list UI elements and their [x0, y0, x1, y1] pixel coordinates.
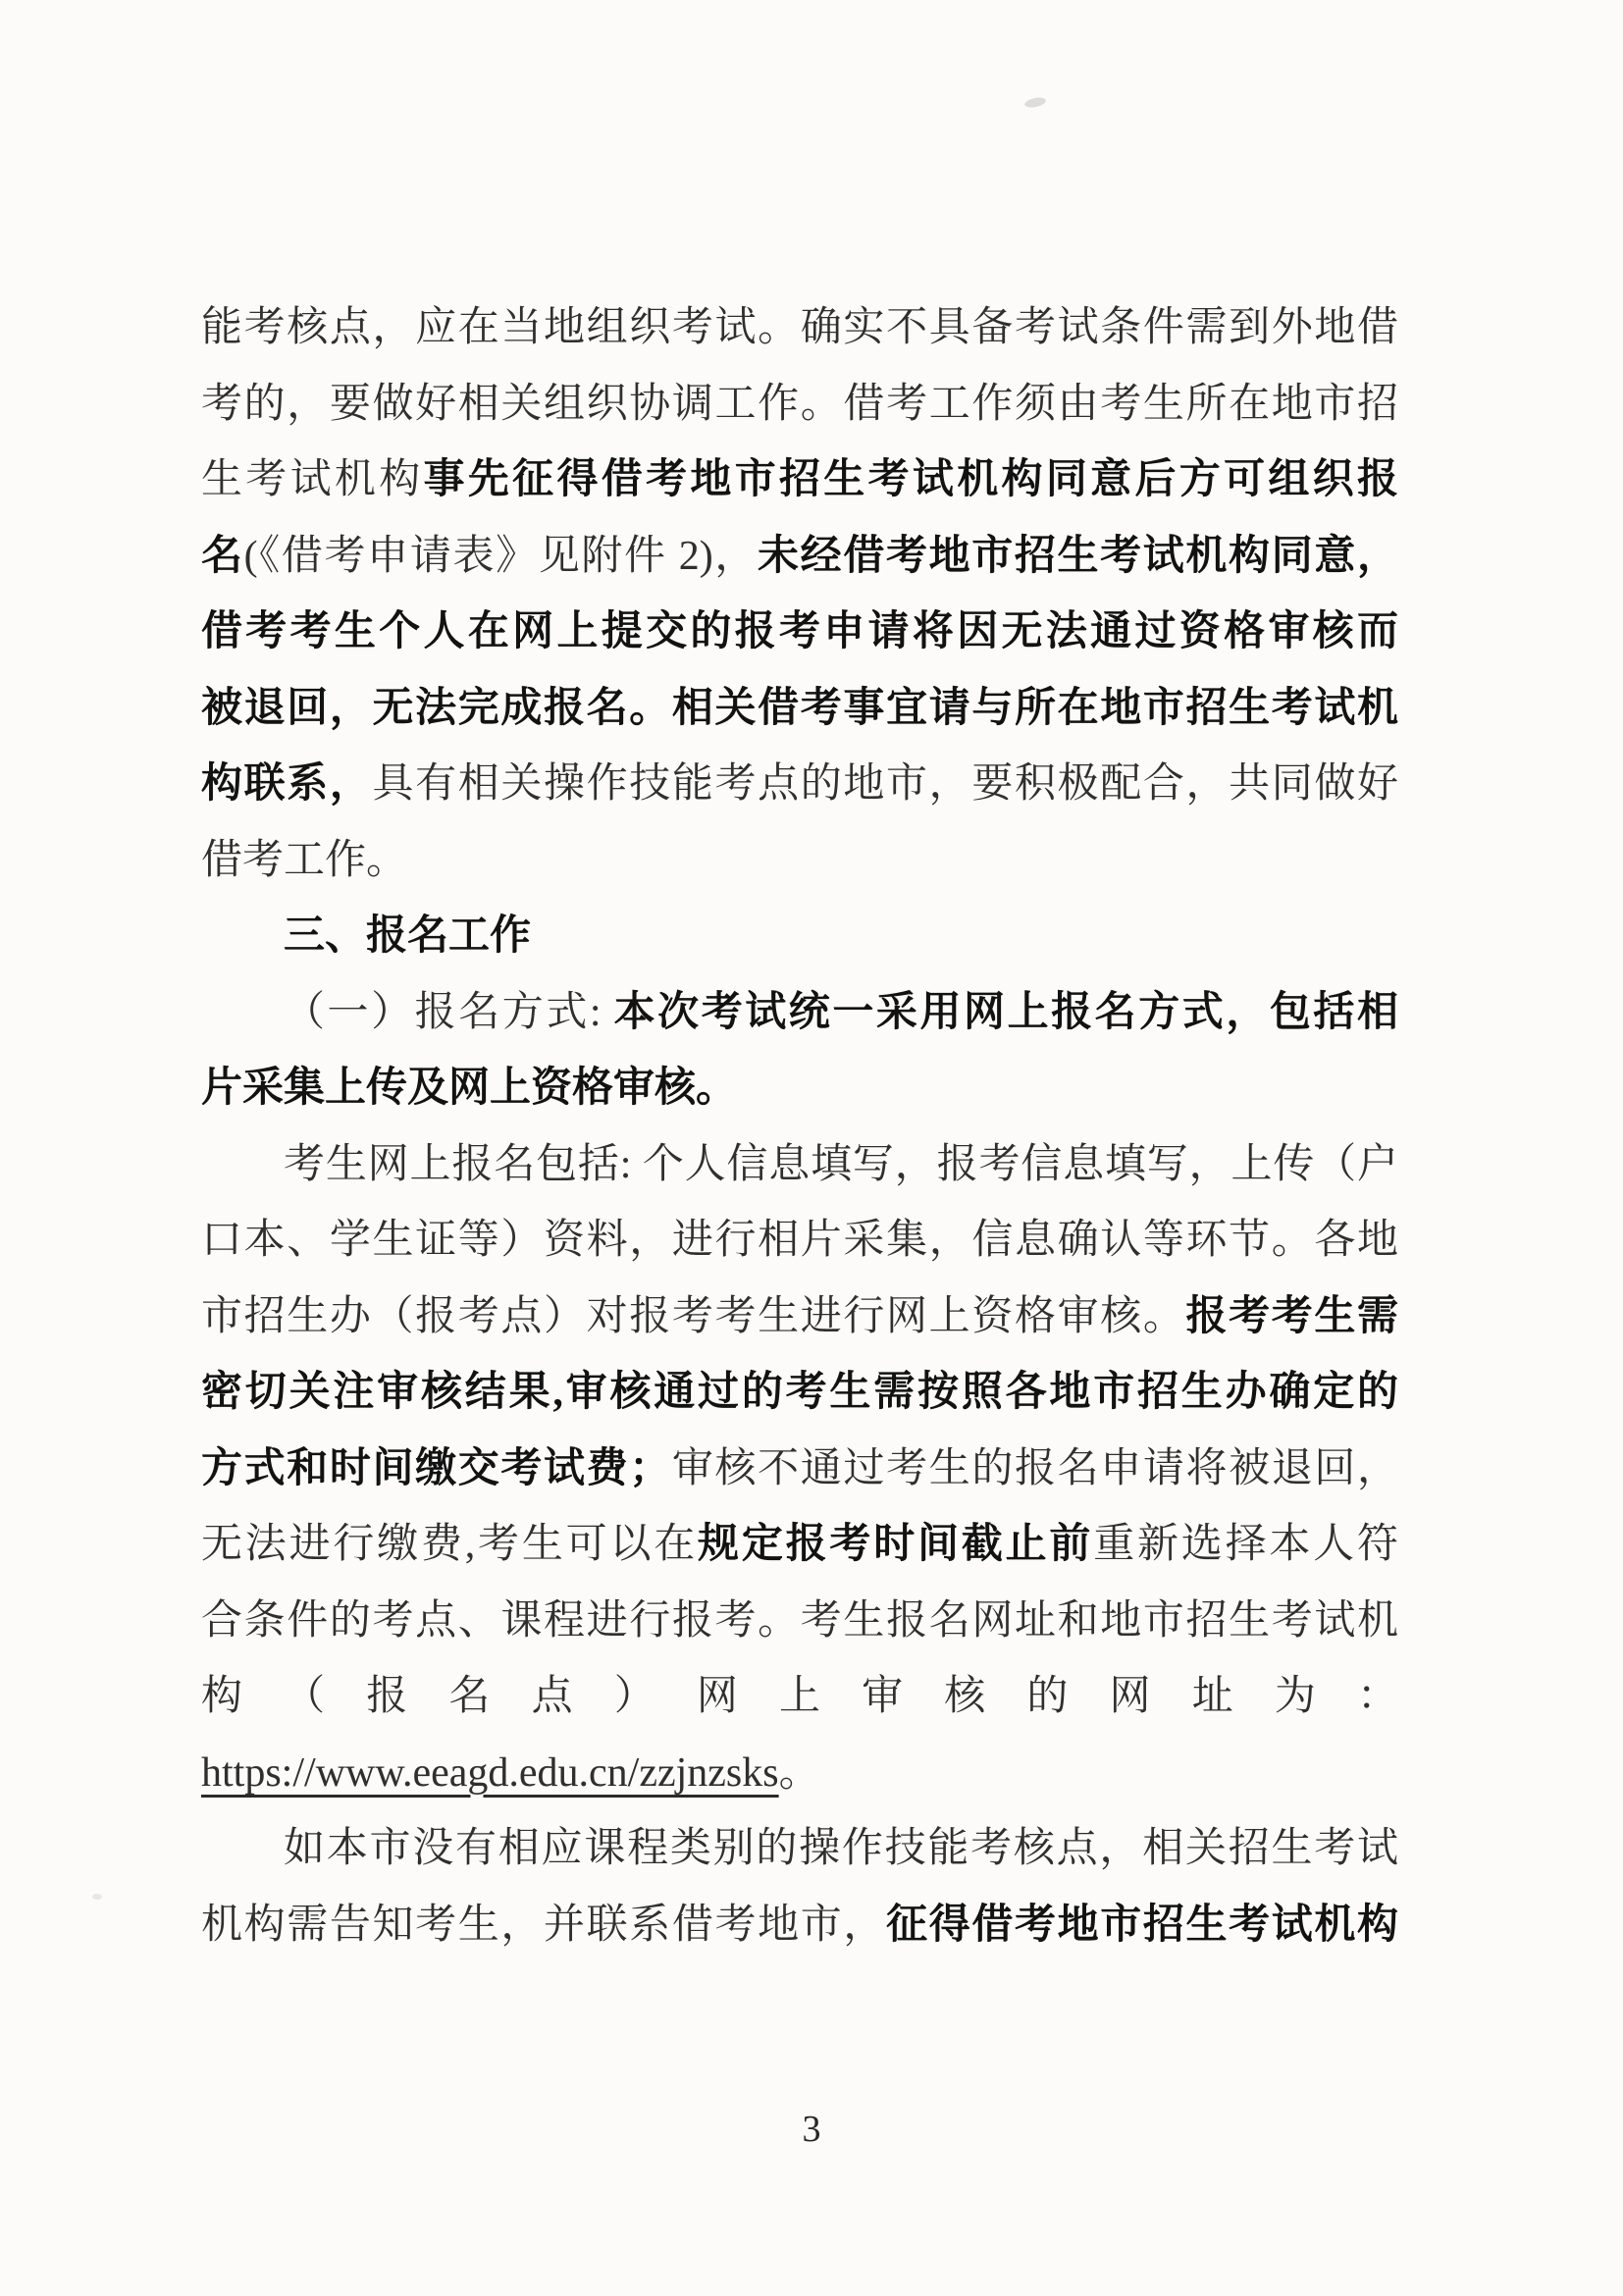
text-segment: 考生网上报名包括: 个人信息填写，报考信息填写，上传（户 [284, 1141, 1398, 1187]
text-segment: 无法进行缴费,考生可以在 [201, 1522, 699, 1567]
text-segment: 规定报考时间截止前 [698, 1522, 1094, 1567]
text-segment: 报考考生需 [1185, 1293, 1398, 1339]
text-segment: 机构需告知考生，并联系借考地市， [201, 1902, 887, 1948]
text-segment: 事先征得借考地市招生考试机构同意后方可组织报 [423, 457, 1398, 502]
text-segment: 重新选择本人符 [1093, 1522, 1398, 1567]
text-line [201, 1584, 1398, 1660]
text-segment: 生考试机构 [201, 457, 424, 502]
text-line [201, 1888, 1398, 1964]
text-line [201, 1203, 1398, 1279]
text-line [201, 747, 1398, 823]
text-line [201, 1507, 1398, 1584]
text-line [201, 1051, 1398, 1127]
text-segment: 构联系， [201, 761, 373, 807]
text-segment: 本次考试统一采用网上报名方式，包括相 [613, 989, 1398, 1035]
text-segment: 合条件的考点、课程进行报考。考生报名网址和地市招生考试机 [201, 1597, 1398, 1644]
text-segment: （一）报名方式: [284, 989, 614, 1035]
text-line [201, 595, 1398, 671]
text-line [201, 1355, 1398, 1432]
text-segment: 方式和时间缴交考试费； [201, 1445, 671, 1491]
text-segment: 被退回，无法完成报名。相关借考事宜请与所在地市招生考试机 [201, 685, 1398, 731]
text-segment: 如本市没有相应课程类别的操作技能考核点，相关招生考试 [284, 1826, 1398, 1871]
page-number: 3 [802, 2109, 821, 2150]
text-line [201, 1279, 1398, 1356]
text-segment: 能考核点，应在当地组织考试。确实不具备考试条件需到外地借 [201, 305, 1398, 350]
text-segment: 口本、学生证等）资料，进行相片采集，信息确认等环节。各地 [201, 1218, 1398, 1263]
text-line [201, 443, 1398, 519]
text-segment: 借考考生个人在网上提交的报考申请将因无法通过资格审核而 [201, 609, 1398, 654]
text-segment: 。 [778, 1749, 820, 1796]
text-segment: 审核不通过考生的报名申请将被退回， [670, 1445, 1398, 1491]
text-segment: 考的，要做好相关组织协调工作。借考工作须由考生所在地市招 [201, 381, 1398, 427]
text-segment: 片采集上传及网上资格审核。 [201, 1066, 738, 1111]
text-line [201, 367, 1398, 444]
text-line [201, 290, 1398, 367]
text-segment: 构（报名点）网上审核的网址为： [201, 1674, 1398, 1719]
text-segment: 市招生办（报考点）对报考考生进行网上资格审核。 [201, 1293, 1186, 1339]
text-segment: 征得借考地市招生考试机构 [886, 1902, 1398, 1948]
text-line [201, 1736, 1398, 1812]
text-line [201, 975, 1398, 1052]
text-segment: (《借考申请表》见附件 2)， [243, 533, 759, 579]
text-line [201, 519, 1398, 596]
text-line [201, 823, 1398, 900]
text-line [201, 671, 1398, 748]
scan-speck-artifact [92, 1894, 102, 1900]
text-segment: 密切关注审核结果,审核通过的考生需按照各地市招生办确定的 [201, 1370, 1398, 1415]
registration-url-text: https://www.eeagd.edu.cn/zzjnzsks [201, 1749, 779, 1796]
text-line [201, 899, 1398, 975]
text-line [201, 1127, 1398, 1204]
text-segment: 未经借考地市招生考试机构同意， [758, 533, 1398, 579]
text-line [201, 1432, 1398, 1508]
text-segment: 借考工作。 [201, 837, 408, 883]
text-line [201, 1659, 1398, 1736]
scan-speck-artifact [1023, 96, 1046, 109]
document-text-block [201, 290, 1398, 1963]
text-segment: 三、报名工作 [284, 913, 532, 959]
text-segment: 名 [201, 533, 244, 579]
text-line [201, 1811, 1398, 1888]
text-segment: 具有相关操作技能考点的地市，要积极配合，共同做好 [372, 761, 1398, 807]
